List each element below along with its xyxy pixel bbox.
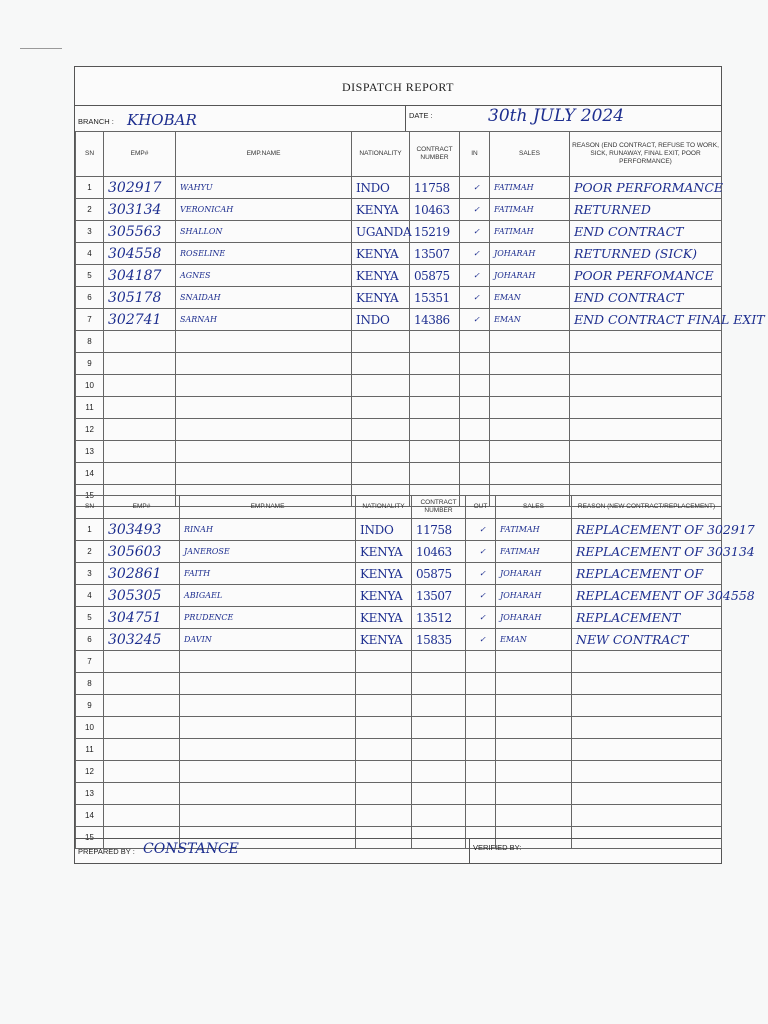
- in-contract-cell: [410, 463, 460, 485]
- in-mark-cell: ✓: [460, 199, 490, 221]
- out-name-cell: [180, 805, 356, 827]
- out-name-cell: ABIGAEL: [180, 585, 356, 607]
- in-mark-cell: [460, 463, 490, 485]
- out-contract-cell: [412, 805, 466, 827]
- out-mark-cell: [466, 717, 496, 739]
- in-sn-cell: 5: [76, 265, 104, 287]
- out-sn-cell: 6: [76, 629, 104, 651]
- out-emp-cell: 304751: [104, 607, 180, 629]
- out-name-cell: [180, 651, 356, 673]
- in-nationality-cell: INDO: [352, 309, 410, 331]
- header-contract: CONTRACT NUMBER: [410, 132, 460, 177]
- in-name-cell: [176, 463, 352, 485]
- table-row: [76, 651, 722, 673]
- out-nationality-cell: KENYA: [356, 563, 412, 585]
- out-emp-cell: 305603: [104, 541, 180, 563]
- table-row: [76, 783, 722, 805]
- in-reason-cell: [570, 331, 722, 353]
- in-nationality-cell: [352, 463, 410, 485]
- out-mark-cell: ✓: [466, 541, 496, 563]
- in-sn-cell: 12: [76, 419, 104, 441]
- out-mark-cell: [466, 783, 496, 805]
- in-mark-cell: ✓: [460, 309, 490, 331]
- out-name-cell: PRUDENCE: [180, 607, 356, 629]
- header-name: EMP.NAME: [176, 132, 352, 177]
- out-reason-cell: REPLACEMENT OF 302917: [572, 519, 722, 541]
- table-row: [76, 265, 722, 287]
- in-sales-cell: [490, 463, 570, 485]
- out-emp-cell: [104, 673, 180, 695]
- out-nationality-cell: [356, 783, 412, 805]
- out-sn-cell: 4: [76, 585, 104, 607]
- table-row: [76, 805, 722, 827]
- in-mark-cell: ✓: [460, 221, 490, 243]
- table-row: [76, 287, 722, 309]
- in-emp-cell: [104, 419, 176, 441]
- out-emp-cell: [104, 805, 180, 827]
- in-name-cell: SNAIDAH: [176, 287, 352, 309]
- out-nationality-cell: KENYA: [356, 607, 412, 629]
- header-contract: CONTRACT NUMBER: [412, 496, 466, 519]
- out-nationality-cell: [356, 805, 412, 827]
- in-sales-cell: [490, 397, 570, 419]
- in-reason-cell: [570, 463, 722, 485]
- in-nationality-cell: [352, 441, 410, 463]
- in-mark-cell: [460, 331, 490, 353]
- out-emp-cell: [104, 695, 180, 717]
- date-field: [406, 105, 721, 132]
- signature-footer: [75, 838, 721, 863]
- out-emp-cell: [104, 651, 180, 673]
- in-sales-cell: [490, 375, 570, 397]
- in-mark-cell: ✓: [460, 265, 490, 287]
- table-row: [76, 397, 722, 419]
- in-sn-cell: 14: [76, 463, 104, 485]
- in-mark-cell: [460, 419, 490, 441]
- in-reason-cell: END CONTRACT: [570, 221, 722, 243]
- in-mark-cell: ✓: [460, 243, 490, 265]
- in-sales-cell: FATIMAH: [490, 199, 570, 221]
- in-contract-cell: 15351: [410, 287, 460, 309]
- in-sales-cell: EMAN: [490, 309, 570, 331]
- out-sn-cell: 9: [76, 695, 104, 717]
- out-emp-cell: [104, 761, 180, 783]
- prepared-by-field: [75, 839, 470, 863]
- in-name-cell: [176, 397, 352, 419]
- out-emp-cell: 303493: [104, 519, 180, 541]
- table-row: [76, 717, 722, 739]
- in-nationality-cell: KENYA: [352, 199, 410, 221]
- out-name-cell: [180, 739, 356, 761]
- in-sn-cell: 9: [76, 353, 104, 375]
- in-reason-cell: [570, 397, 722, 419]
- header-out: OUT: [466, 496, 496, 519]
- header-reason: REASON (END CONTRACT, REFUSE TO WORK, SICK, RUNAWAY, FINAL EXIT, POOR PERFORMANCE): [570, 132, 722, 177]
- out-mark-cell: [466, 761, 496, 783]
- out-sn-cell: 5: [76, 607, 104, 629]
- branch-field: [75, 105, 406, 132]
- out-nationality-cell: KENYA: [356, 541, 412, 563]
- out-reason-cell: REPLACEMENT OF 304558: [572, 585, 722, 607]
- in-reason-cell: POOR PERFOMANCE: [570, 265, 722, 287]
- in-sales-cell: [490, 441, 570, 463]
- out-mark-cell: [466, 695, 496, 717]
- in-nationality-cell: KENYA: [352, 287, 410, 309]
- out-name-cell: DAVIN: [180, 629, 356, 651]
- table-row: [76, 243, 722, 265]
- in-sales-cell: FATIMAH: [490, 177, 570, 199]
- in-emp-cell: 304187: [104, 265, 176, 287]
- out-sn-cell: 7: [76, 651, 104, 673]
- in-nationality-cell: KENYA: [352, 243, 410, 265]
- in-name-cell: ROSELINE: [176, 243, 352, 265]
- in-nationality-cell: [352, 375, 410, 397]
- in-emp-cell: 305178: [104, 287, 176, 309]
- header-sales: SALES: [496, 496, 572, 519]
- in-sn-cell: 11: [76, 397, 104, 419]
- out-mark-cell: [466, 739, 496, 761]
- out-sales-cell: [496, 695, 572, 717]
- in-nationality-cell: [352, 353, 410, 375]
- in-emp-cell: [104, 441, 176, 463]
- in-sales-cell: [490, 353, 570, 375]
- out-reason-cell: REPLACEMENT: [572, 607, 722, 629]
- in-emp-cell: 303134: [104, 199, 176, 221]
- out-sales-cell: [496, 761, 572, 783]
- in-reason-cell: END CONTRACT FINAL EXIT: [570, 309, 722, 331]
- table-row: [76, 607, 722, 629]
- in-name-cell: SHALLON: [176, 221, 352, 243]
- in-nationality-cell: INDO: [352, 177, 410, 199]
- out-reason-cell: [572, 783, 722, 805]
- in-mark-cell: [460, 353, 490, 375]
- out-contract-cell: [412, 695, 466, 717]
- prepared-by-label: PREPARED BY :: [78, 847, 135, 856]
- out-mark-cell: ✓: [466, 519, 496, 541]
- table-row: [76, 761, 722, 783]
- out-name-cell: [180, 695, 356, 717]
- out-nationality-cell: [356, 695, 412, 717]
- in-contract-cell: 05875: [410, 265, 460, 287]
- out-nationality-cell: INDO: [356, 519, 412, 541]
- scan-mark: [20, 48, 62, 49]
- out-name-cell: RINAH: [180, 519, 356, 541]
- in-sn-cell: 8: [76, 331, 104, 353]
- in-emp-cell: 305563: [104, 221, 176, 243]
- out-contract-cell: [412, 717, 466, 739]
- out-nationality-cell: [356, 739, 412, 761]
- in-reason-cell: POOR PERFORMANCE: [570, 177, 722, 199]
- in-contract-cell: 15219: [410, 221, 460, 243]
- header-name: EMP.NAME: [180, 496, 356, 519]
- out-sn-cell: 12: [76, 761, 104, 783]
- out-name-cell: [180, 673, 356, 695]
- in-sn-cell: 4: [76, 243, 104, 265]
- in-sn-cell: 2: [76, 199, 104, 221]
- table-row: [76, 585, 722, 607]
- in-contract-cell: 11758: [410, 177, 460, 199]
- in-reason-cell: [570, 375, 722, 397]
- in-table: [75, 131, 765, 507]
- table-row: [76, 177, 722, 199]
- table-row: [76, 199, 722, 221]
- in-name-cell: WAHYU: [176, 177, 352, 199]
- out-reason-cell: [572, 651, 722, 673]
- out-mark-cell: ✓: [466, 585, 496, 607]
- out-contract-cell: [412, 739, 466, 761]
- in-sales-cell: JOHARAH: [490, 265, 570, 287]
- branch-value: KHOBAR: [127, 111, 197, 129]
- date-label: DATE :: [409, 111, 433, 120]
- in-emp-cell: 304558: [104, 243, 176, 265]
- table-row: [76, 353, 722, 375]
- in-emp-cell: [104, 353, 176, 375]
- out-sales-cell: JOHARAH: [496, 607, 572, 629]
- out-sn-cell: 8: [76, 673, 104, 695]
- out-reason-cell: REPLACEMENT OF 303134: [572, 541, 722, 563]
- out-sales-cell: [496, 673, 572, 695]
- in-name-cell: [176, 353, 352, 375]
- in-reason-cell: [570, 441, 722, 463]
- out-sn-cell: 2: [76, 541, 104, 563]
- in-emp-cell: [104, 463, 176, 485]
- in-name-cell: [176, 419, 352, 441]
- out-mark-cell: ✓: [466, 563, 496, 585]
- out-nationality-cell: [356, 761, 412, 783]
- in-mark-cell: [460, 375, 490, 397]
- table-row: [76, 375, 722, 397]
- out-sales-cell: [496, 805, 572, 827]
- out-mark-cell: ✓: [466, 629, 496, 651]
- dispatch-report-form: [74, 66, 765, 864]
- table-row: [76, 441, 722, 463]
- in-mark-cell: ✓: [460, 287, 490, 309]
- table-row: [76, 541, 722, 563]
- out-reason-cell: [572, 673, 722, 695]
- out-name-cell: [180, 717, 356, 739]
- header-emp: EMP#: [104, 496, 180, 519]
- table-row: [76, 695, 722, 717]
- in-reason-cell: RETURNED (SICK): [570, 243, 722, 265]
- out-emp-cell: 305305: [104, 585, 180, 607]
- out-mark-cell: ✓: [466, 607, 496, 629]
- in-nationality-cell: [352, 397, 410, 419]
- in-contract-cell: [410, 375, 460, 397]
- in-sales-cell: EMAN: [490, 287, 570, 309]
- table-row: [76, 629, 722, 651]
- out-name-cell: [180, 783, 356, 805]
- out-reason-cell: REPLACEMENT OF: [572, 563, 722, 585]
- in-sales-cell: [490, 331, 570, 353]
- table-row: [76, 309, 722, 331]
- table-row: [76, 519, 722, 541]
- in-contract-cell: 13507: [410, 243, 460, 265]
- in-name-cell: [176, 375, 352, 397]
- in-emp-cell: 302917: [104, 177, 176, 199]
- out-sales-cell: JOHARAH: [496, 563, 572, 585]
- out-reason-cell: NEW CONTRACT: [572, 629, 722, 651]
- table-row: [76, 331, 722, 353]
- in-sn-cell: 10: [76, 375, 104, 397]
- header-reason: REASON (NEW CONTRACT/REPLACEMENT): [572, 496, 722, 519]
- out-nationality-cell: [356, 651, 412, 673]
- in-contract-cell: 14386: [410, 309, 460, 331]
- out-sn-cell: 11: [76, 739, 104, 761]
- in-contract-cell: 10463: [410, 199, 460, 221]
- out-contract-cell: 13507: [412, 585, 466, 607]
- verified-by-label: VERIFIED BY:: [473, 843, 522, 852]
- in-name-cell: SARNAH: [176, 309, 352, 331]
- header-emp: EMP#: [104, 132, 176, 177]
- in-sn-cell: 7: [76, 309, 104, 331]
- out-contract-cell: [412, 673, 466, 695]
- out-sn-cell: 3: [76, 563, 104, 585]
- out-reason-cell: [572, 761, 722, 783]
- out-sales-cell: JOHARAH: [496, 585, 572, 607]
- in-reason-cell: [570, 419, 722, 441]
- in-sales-cell: JOHARAH: [490, 243, 570, 265]
- header-nationality: NATIONALITY: [352, 132, 410, 177]
- in-sn-cell: 13: [76, 441, 104, 463]
- out-sn-cell: 15: [76, 827, 104, 849]
- out-reason-cell: [572, 739, 722, 761]
- in-sn-cell: 6: [76, 287, 104, 309]
- out-sales-cell: FATIMAH: [496, 541, 572, 563]
- in-emp-cell: [104, 375, 176, 397]
- out-mark-cell: [466, 805, 496, 827]
- in-contract-cell: [410, 331, 460, 353]
- in-contract-cell: [410, 441, 460, 463]
- out-name-cell: JANEROSE: [180, 541, 356, 563]
- out-reason-cell: [572, 695, 722, 717]
- out-mark-cell: [466, 651, 496, 673]
- in-mark-cell: ✓: [460, 177, 490, 199]
- out-contract-cell: 15835: [412, 629, 466, 651]
- out-reason-cell: [572, 805, 722, 827]
- out-emp-cell: [104, 783, 180, 805]
- in-reason-cell: [570, 353, 722, 375]
- in-contract-cell: [410, 397, 460, 419]
- in-sales-cell: [490, 419, 570, 441]
- table-row: [76, 419, 722, 441]
- out-contract-cell: [412, 783, 466, 805]
- in-sn-cell: 1: [76, 177, 104, 199]
- out-emp-cell: [104, 717, 180, 739]
- out-sales-cell: EMAN: [496, 629, 572, 651]
- out-table: [75, 495, 755, 849]
- out-contract-cell: 10463: [412, 541, 466, 563]
- out-nationality-cell: KENYA: [356, 585, 412, 607]
- table-row: [76, 221, 722, 243]
- table-row: [76, 673, 722, 695]
- out-sales-cell: [496, 717, 572, 739]
- prepared-by-value: CONSTANCE: [143, 841, 239, 857]
- in-name-cell: VERONICAH: [176, 199, 352, 221]
- out-sn-cell: 14: [76, 805, 104, 827]
- out-sales-cell: [496, 651, 572, 673]
- table-row: [76, 739, 722, 761]
- in-mark-cell: [460, 441, 490, 463]
- in-nationality-cell: KENYA: [352, 265, 410, 287]
- table-row: [76, 463, 722, 485]
- out-sales-cell: FATIMAH: [496, 519, 572, 541]
- in-sn-cell: 3: [76, 221, 104, 243]
- in-contract-cell: [410, 419, 460, 441]
- out-nationality-cell: [356, 673, 412, 695]
- header-sn: SN: [76, 496, 104, 519]
- out-sales-cell: [496, 739, 572, 761]
- in-contract-cell: [410, 353, 460, 375]
- out-contract-cell: 05875: [412, 563, 466, 585]
- in-mark-cell: [460, 397, 490, 419]
- out-emp-cell: 302861: [104, 563, 180, 585]
- in-name-cell: [176, 441, 352, 463]
- out-nationality-cell: [356, 717, 412, 739]
- out-emp-cell: [104, 739, 180, 761]
- header-sn: SN: [76, 132, 104, 177]
- out-contract-cell: 13512: [412, 607, 466, 629]
- in-sn-cell: 15: [76, 485, 104, 507]
- in-emp-cell: [104, 397, 176, 419]
- table-row: [76, 563, 722, 585]
- out-contract-cell: [412, 761, 466, 783]
- in-sales-cell: FATIMAH: [490, 221, 570, 243]
- out-mark-cell: [466, 673, 496, 695]
- in-name-cell: AGNES: [176, 265, 352, 287]
- out-emp-cell: 303245: [104, 629, 180, 651]
- in-name-cell: [176, 331, 352, 353]
- header-sales: SALES: [490, 132, 570, 177]
- out-sn-cell: 10: [76, 717, 104, 739]
- out-nationality-cell: KENYA: [356, 629, 412, 651]
- in-nationality-cell: [352, 331, 410, 353]
- out-contract-cell: 11758: [412, 519, 466, 541]
- in-nationality-cell: UGANDA: [352, 221, 410, 243]
- out-name-cell: FAITH: [180, 563, 356, 585]
- out-reason-cell: [572, 717, 722, 739]
- out-name-cell: [180, 761, 356, 783]
- out-sn-cell: 13: [76, 783, 104, 805]
- in-emp-cell: 302741: [104, 309, 176, 331]
- out-sn-cell: 1: [76, 519, 104, 541]
- in-emp-cell: [104, 331, 176, 353]
- out-sales-cell: [496, 783, 572, 805]
- in-nationality-cell: [352, 419, 410, 441]
- date-value: 30th JULY 2024: [488, 106, 625, 126]
- header-in: IN: [460, 132, 490, 177]
- header-nationality: NATIONALITY: [356, 496, 412, 519]
- out-contract-cell: [412, 651, 466, 673]
- in-reason-cell: RETURNED: [570, 199, 722, 221]
- branch-label: BRANCH :: [78, 117, 114, 126]
- in-reason-cell: END CONTRACT: [570, 287, 722, 309]
- report-title: DISPATCH REPORT: [75, 67, 721, 106]
